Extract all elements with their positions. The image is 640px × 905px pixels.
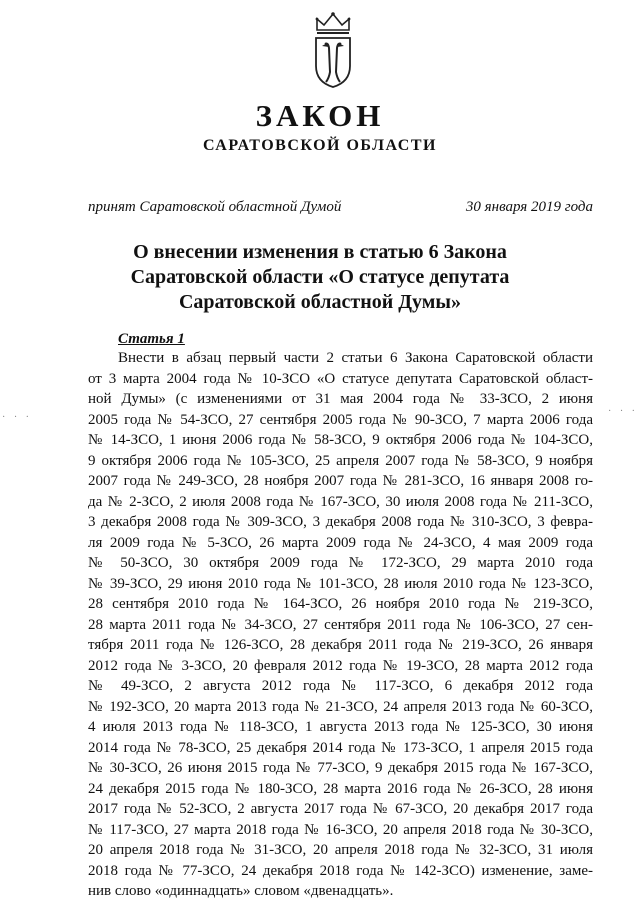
body-line: 2007 года № 249-ЗСО, 28 ноября 2007 года № 281-ЗСО, 16 января 2008 го- bbox=[88, 473, 593, 489]
heading-line: Саратовской области «О статусе депутата bbox=[130, 266, 510, 288]
article-title: Статья 1 bbox=[118, 331, 185, 347]
body-line: ля 2009 года № 5-ЗСО, 26 марта 2009 года № 24-ЗСО, 4 мая 2009 года bbox=[88, 534, 593, 551]
law-title: ЗАКОН bbox=[255, 98, 385, 133]
body-line: № 39-ЗСО, 29 июня 2010 года № 101-ЗСО, 28 июля 2010 года № 123-ЗСО, bbox=[88, 575, 593, 592]
adopted-date: 30 января 2019 года bbox=[465, 199, 593, 215]
body-line: 2014 года № 78-ЗСО, 25 декабря 2014 года № 173-ЗСО, 1 апреля 2015 года bbox=[88, 739, 593, 756]
heading-line: О внесении изменения в статью 6 Закона bbox=[133, 241, 507, 263]
body-line: тября 2011 года № 126-ЗСО, 28 декабря 2011 года № 219-ЗСО, 26 января bbox=[88, 637, 593, 653]
heading-line: Саратовской областной Думы» bbox=[178, 291, 462, 313]
body-line: нив слово «одиннадцать» словом «двенадцать». bbox=[88, 883, 394, 899]
body-line: № 14-ЗСО, 1 июня 2006 года № 58-ЗСО, 9 октября 2006 года № 104-ЗСО, bbox=[88, 432, 593, 448]
body-line: да № 2-ЗСО, 2 июля 2008 года № 167-ЗСО, 30 июля 2008 года № 211-ЗСО, bbox=[88, 493, 593, 510]
body-line: 2005 года № 54-ЗСО, 27 сентября 2005 года № 90-ЗСО, 7 марта 2006 года bbox=[88, 411, 593, 428]
scan-artifact: · · · bbox=[2, 412, 32, 423]
body-line: 2012 года № 3-ЗСО, 20 февраля 2012 года № 19-ЗСО, 28 марта 2012 года bbox=[88, 657, 593, 674]
body-line: № 30-ЗСО, 26 июня 2015 года № 77-ЗСО, 9 декабря 2015 года № 167-ЗСО, bbox=[88, 760, 593, 776]
body-line: от 3 марта 2004 года № 10-ЗСО «О статусе депутата Саратовской област- bbox=[88, 370, 593, 387]
body-line: 28 сентября 2010 года № 164-ЗСО, 26 ноября 2010 года № 219-ЗСО, bbox=[88, 596, 593, 612]
body-line: 3 декабря 2008 года № 309-ЗСО, 3 декабря 2008 года № 310-ЗСО, 3 февра- bbox=[88, 514, 593, 530]
body-line: № 117-ЗСО, 27 марта 2018 года № 16-ЗСО, 20 апреля 2018 года № 30-ЗСО, bbox=[88, 821, 593, 838]
coat-of-arms-icon bbox=[311, 10, 355, 88]
body-line: 20 апреля 2018 года № 31-ЗСО, 20 апреля 2018 года № 32-ЗСО, 31 июля bbox=[88, 842, 593, 858]
body-line: 24 декабря 2015 года № 180-ЗСО, 28 марта 2016 года № 26-ЗСО, 28 июня bbox=[88, 780, 593, 797]
body-line: № 50-ЗСО, 30 октября 2009 года № 172-ЗСО, 29 марта 2010 года bbox=[88, 555, 593, 571]
body-line: 28 марта 2011 года № 34-ЗСО, 27 сентября 2011 года № 106-ЗСО, 27 сен- bbox=[88, 616, 593, 633]
body-line: ной Думы» (с изменениями от 31 мая 2004 года № 33-ЗСО, 2 июня bbox=[88, 391, 593, 407]
law-region: САРАТОВСКОЙ ОБЛАСТИ bbox=[203, 137, 437, 154]
adopted-by: принят Саратовской областной Думой bbox=[88, 199, 342, 215]
scan-artifact: · · · bbox=[608, 406, 638, 417]
body-line: 2017 года № 52-ЗСО, 2 августа 2017 года № 67-ЗСО, 20 декабря 2017 года bbox=[88, 801, 593, 817]
document-heading bbox=[100, 240, 540, 315]
body-line: 9 октября 2006 года № 105-ЗСО, 25 апреля 2007 года № 58-ЗСО, 9 ноября bbox=[88, 452, 593, 469]
body-line: 4 июля 2013 года № 118-ЗСО, 1 августа 2013 года № 125-ЗСО, 30 июня bbox=[88, 719, 593, 735]
article-body bbox=[88, 348, 593, 902]
body-line: 2018 года № 77-ЗСО, 24 декабря 2018 года № 142-ЗСО) изменение, заме- bbox=[88, 862, 593, 879]
body-line: № 49-ЗСО, 2 августа 2012 года № 117-ЗСО, 6 декабря 2012 года bbox=[88, 678, 593, 694]
body-line: Внести в абзац первый части 2 статьи 6 Закона Саратовской области bbox=[118, 350, 593, 366]
body-line: № 192-ЗСО, 20 марта 2013 года № 21-ЗСО, 24 апреля 2013 года № 60-ЗСО, bbox=[88, 698, 593, 715]
